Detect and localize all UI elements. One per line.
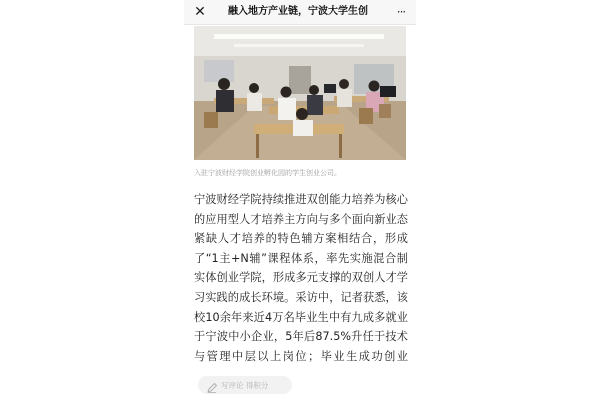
article-body: 宁波财经学院持续推进双创能力培养为核心的应用型人才培养主方向与多个面向新业态紧缺人才培养的特色辅方案相结合，形成了“1主+N辅”课程体系，率先实施混合制实体创业学院，形成多元支撑的双创人才学习实践的成长环境。采访中，记者获悉，该校10余年来近4万名毕业生中有九成多就业于宁波中小企业，5年后87.5%升任于技术与管理中层以上岗位；毕业生成功创业 [194, 193, 408, 363]
top-navigation-bar [184, 0, 416, 25]
right-margin [416, 0, 600, 400]
article-screen [184, 0, 416, 400]
bottom-comment-bar [184, 368, 416, 400]
comment-input[interactable] [198, 376, 292, 394]
photo-caption: 入驻宁波财经学院创业孵化园的学生创业公司。 [194, 169, 341, 177]
close-icon[interactable]: ✕ [194, 4, 206, 20]
classroom-photo-image [194, 26, 406, 160]
left-margin [0, 0, 184, 400]
comment-placeholder: 写评论 得积分 [221, 380, 269, 390]
more-icon[interactable]: ··· [396, 5, 406, 19]
classroom-photo[interactable] [194, 26, 406, 160]
page-title: 融入地方产业链，宁波大学生创 [228, 6, 368, 17]
pen-icon [206, 379, 218, 391]
